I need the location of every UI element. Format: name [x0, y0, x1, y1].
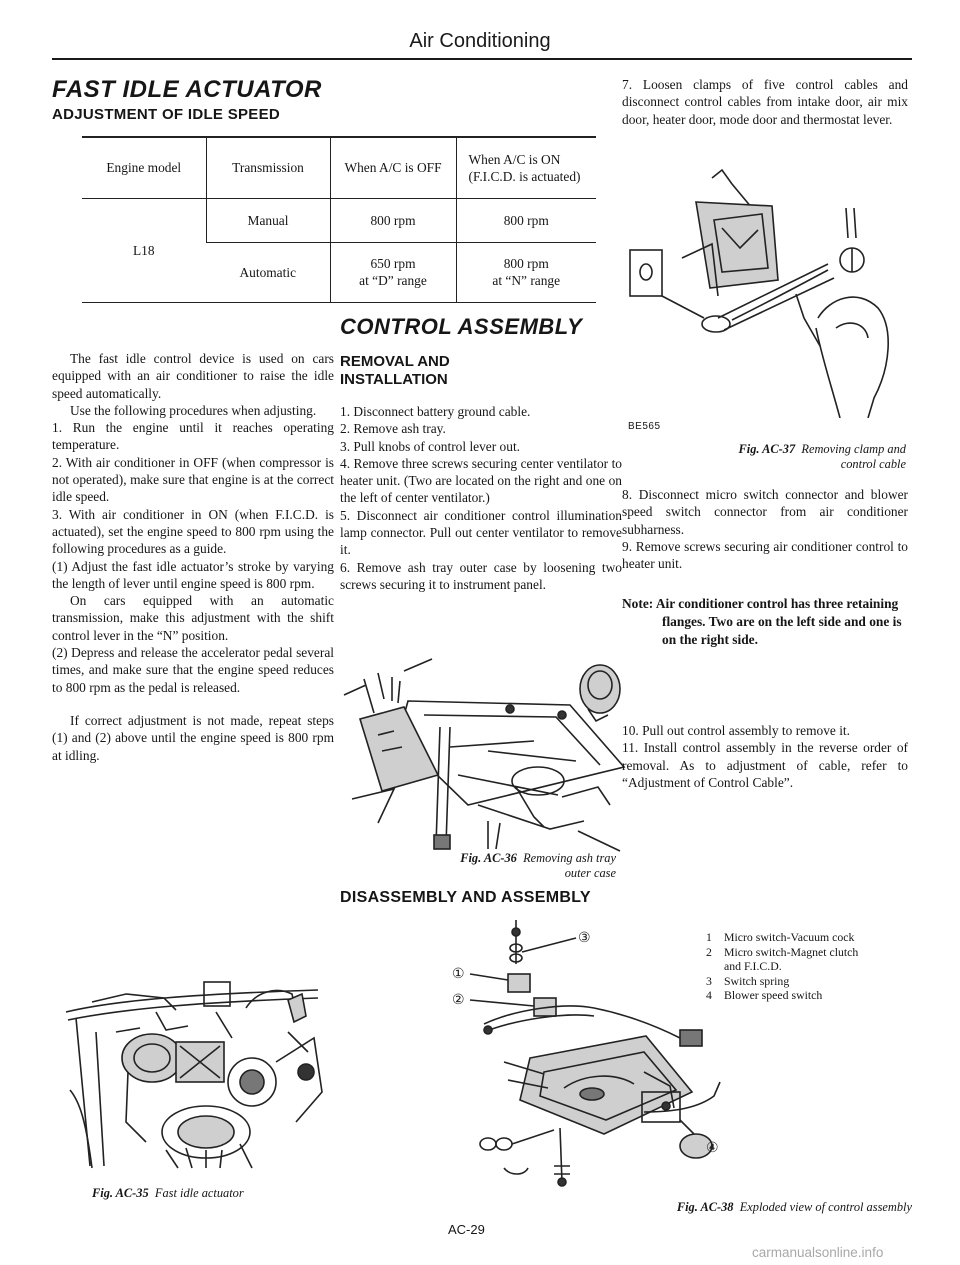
page-header-title: Air Conditioning [409, 30, 551, 52]
step7-text [622, 76, 908, 128]
callout-1: ① [452, 965, 465, 981]
table-cell-on: 800 rpm at “N” range [456, 242, 596, 302]
note-text: Note: Air conditioner control has three retaining flanges. Two are on the left side and one is on the right side. [622, 596, 902, 647]
removal-steps-text [340, 403, 622, 593]
paragraph: 1. Run the engine until it reaches operating temperature. [52, 420, 334, 453]
paragraph: The fast idle control device is used on cars equipped with an air conditioner to raise the idle speed automatically. [52, 351, 334, 401]
step-item: 8. Disconnect micro switch connector and blower speed switch connector from air conditioner subharness. [622, 487, 908, 537]
step-item: 4. Remove three screws securing center ventilator to heater unit. (Two are located on the right and one on the left of center ventilator.) [340, 455, 622, 506]
table-cell-transmission: Automatic [206, 242, 330, 302]
steps-10-11-text [622, 722, 908, 791]
control-assembly-exploded-illustration [444, 912, 730, 1194]
paragraph: (1) Adjust the fast idle actuator’s stroke by varying the length of lever until engine speed is 800 rpm. [52, 558, 334, 591]
callout-4: ④ [706, 1139, 719, 1155]
table-row [82, 198, 596, 242]
step-item: 10. Pull out control assembly to remove it. [622, 723, 850, 738]
fig-ac38-caption: Fig. AC-38 Exploded view of control assembly [676, 1200, 912, 1214]
step-item: 1. Disconnect battery ground cable. [340, 404, 531, 419]
paragraph: On cars equipped with an automatic transmission, make this adjustment with the shift control lever in the “N” position. [52, 593, 334, 643]
fig-ac36-caption: Fig. AC-36 Removing ash tray outer case [460, 851, 616, 880]
table-header-ac-on: When A/C is ON (F.I.C.D. is actuated) [456, 138, 596, 198]
table-cell-off: 800 rpm [330, 198, 456, 242]
paragraph: (2) Depress and release the accelerator pedal several times, and make sure that the engine speed reduces to 800 rpm as the pedal is released. [52, 645, 334, 695]
step-item: 9. Remove screws securing air conditioner control to heater unit. [622, 538, 908, 572]
fast-idle-procedure-text [52, 350, 334, 764]
step-item: 11. Install control assembly in the reverse order of removal. As to adjustment of cable, refer to “Adjustment of Control Cable”. [622, 740, 908, 790]
section-title-disassembly: DISASSEMBLY AND ASSEMBLY [340, 889, 591, 906]
fig-ac37-caption: Fig. AC-37 Removing clamp and control cable [738, 442, 906, 471]
table-header-transmission: Transmission [206, 138, 330, 198]
step-item: 3. Pull knobs of control lever out. [340, 438, 521, 454]
table-cell-off: 650 rpm at “D” range [330, 242, 456, 302]
paragraph: If correct adjustment is not made, repeat steps (1) and (2) above until the engine speed is 800 rpm at idling. [52, 712, 334, 763]
fast-idle-actuator-illustration [56, 972, 332, 1170]
table-cell-on: 800 rpm [456, 198, 596, 242]
idle-speed-table [82, 136, 596, 303]
watermark: carmanualsonline.info [752, 1245, 884, 1260]
callout-2: ② [452, 991, 465, 1007]
paragraph: 2. With air conditioner in OFF (when compressor is not operated), make sure that engine is at the correct idle speed. [52, 454, 334, 505]
legend-item: 3 Switch spring [706, 973, 790, 988]
step-item: 6. Remove ash tray outer case by loosening two screws securing it to instrument panel. [340, 559, 622, 592]
table-header-ac-off: When A/C is OFF [330, 138, 456, 198]
exploded-legend [706, 930, 916, 1003]
table-cell-engine-model: L18 [82, 198, 206, 302]
steps-8-9-text [622, 486, 908, 572]
fig-ac35-caption: Fig. AC-35 Fast idle actuator [92, 1186, 244, 1200]
callout-3: ③ [578, 929, 591, 945]
paragraph: 3. With air conditioner in ON (when F.I.C.D. is actuated), set the engine speed to 800 rpm using the following procedures as a guide. [52, 506, 334, 557]
section-title-fast-idle: FAST IDLE ACTUATOR [52, 76, 322, 103]
page-number: AC-29 [448, 1222, 485, 1237]
section-title-control-assembly: CONTROL ASSEMBLY [340, 314, 583, 339]
step-item: 5. Disconnect air conditioner control illumination lamp connector. Pull out center ventilator to remove it. [340, 507, 622, 558]
header-rule [52, 58, 912, 60]
step-item: 7. Loosen clamps of five control cables and disconnect control cables from intake door, air mix door, heater door, mode door and thermostat lever. [622, 77, 908, 127]
fig-ac37-code: BE565 [628, 421, 661, 432]
clamp-removal-illustration [622, 168, 912, 418]
subsection-title-removal: REMOVAL AND INSTALLATION [340, 353, 450, 388]
table-header-engine: Engine model [82, 138, 206, 198]
table-cell-transmission: Manual [206, 198, 330, 242]
legend-item: and F.I.C.D. [724, 959, 782, 973]
legend-item: 4 Blower speed switch [706, 988, 823, 1002]
step-item: 2. Remove ash tray. [340, 421, 446, 437]
ash-tray-removal-illustration [338, 655, 626, 853]
subsection-title-adjustment: ADJUSTMENT OF IDLE SPEED [52, 106, 281, 123]
paragraph: Use the following procedures when adjusting. [70, 402, 317, 418]
legend-item: 2 Micro switch-Magnet clutch [706, 944, 859, 959]
legend-item: 1 Micro switch-Vacuum cock [706, 930, 855, 944]
